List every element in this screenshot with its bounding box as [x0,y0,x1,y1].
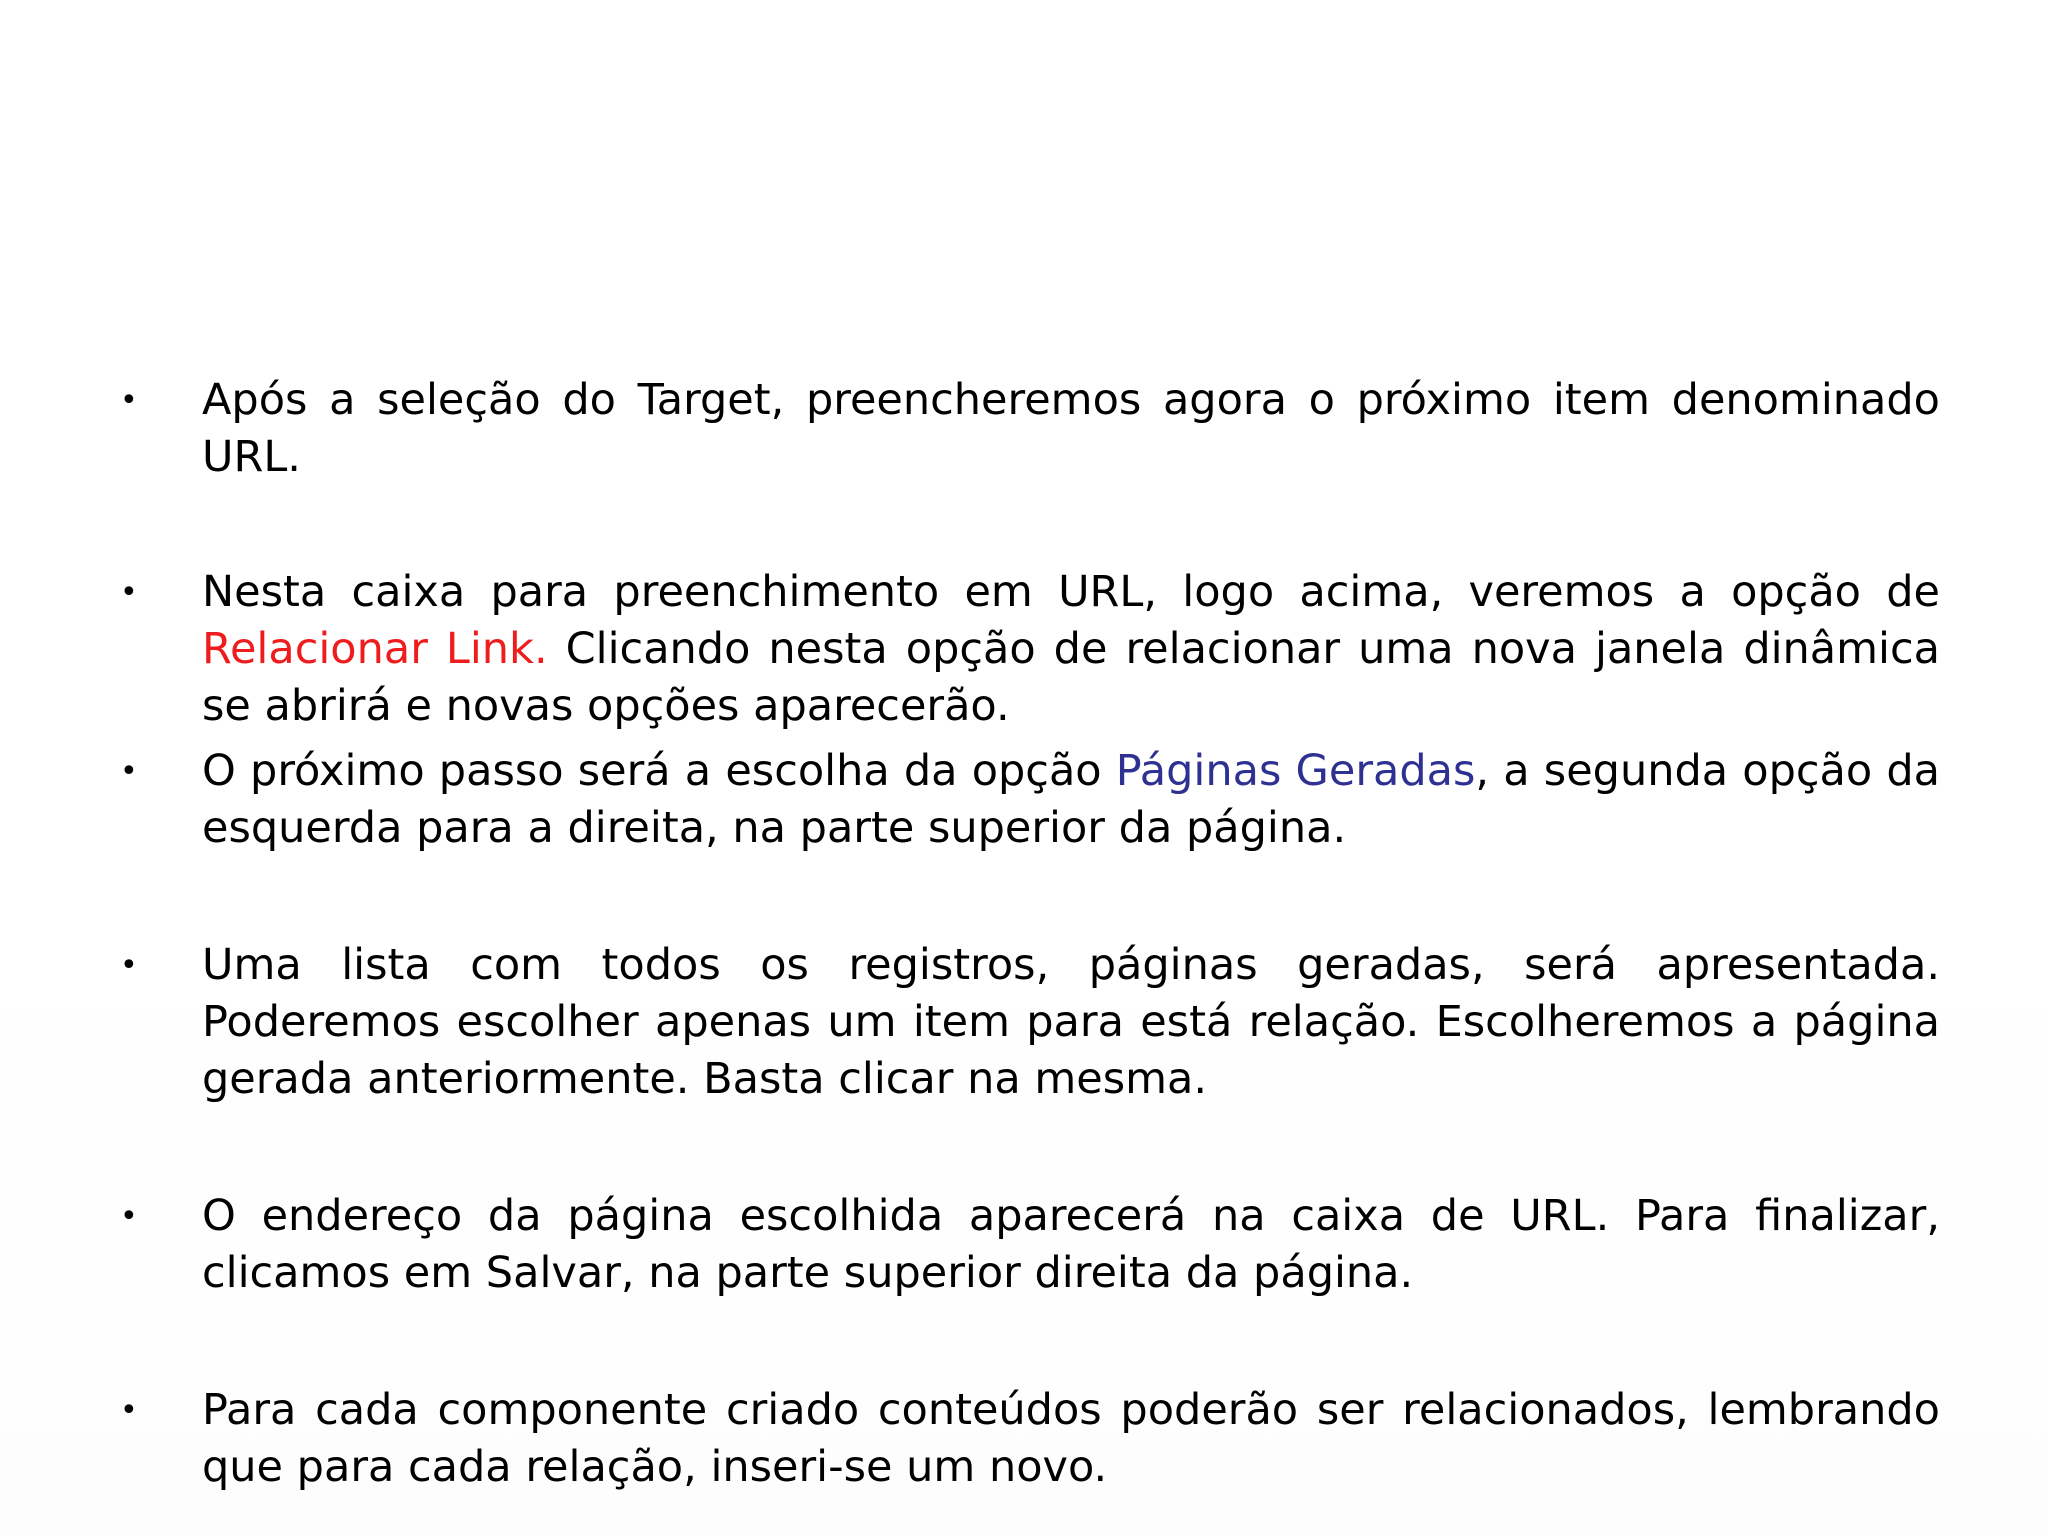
bullet-item-4 [120,937,1940,1108]
bullet-text-before: Nesta caixa para preenchimento em URL, logo acima, veremos a opção de [202,567,1940,617]
bullet-text-after: , a segunda opção da esquerda para a direita, na parte superior da página. [202,746,1941,853]
bullet-list [120,372,1940,1496]
bullet-text: Para cada componente criado conteúdos poderão ser relacionados, lembrando que para cada relação, inseri-se um novo. [202,1385,1940,1492]
bullet-item-1 [120,372,1940,486]
paginas-geradas-highlight: Páginas Geradas [1115,746,1476,796]
bullet-text-after: Clicando nesta opção de relacionar uma nova janela dinâmica se abrirá e novas opções aparecerão. [202,624,1940,731]
bullet-text: O endereço da página escolhida aparecerá na caixa de URL. Para finalizar, clicamos em Salvar, na parte superior direita da página. [202,1191,1940,1298]
bullet-item-6 [120,1382,1940,1496]
bullet-item-2 [120,564,1940,735]
bullet-marker: • [120,1199,138,1234]
bullet-marker: • [120,575,138,610]
bullet-text: Uma lista com todos os registros, páginas geradas, será apresentada. Poderemos escolher apenas um item para está relação. Escolheremos a página gerada anteriormente. Basta clicar na mesma. [202,940,1940,1104]
bullet-marker: • [120,1393,138,1428]
bullet-marker: • [120,383,138,418]
bullet-item-3 [120,743,1940,857]
bullet-text-before: O próximo passo será a escolha da opção [202,746,1116,796]
relacionar-link-highlight: Relacionar Link. [202,624,548,674]
bullet-marker: • [120,948,138,983]
bullet-text: Após a seleção do Target, preencheremos agora o próximo item denominado URL. [202,375,1940,482]
bullet-item-5 [120,1188,1940,1302]
bullet-marker: • [120,754,138,789]
